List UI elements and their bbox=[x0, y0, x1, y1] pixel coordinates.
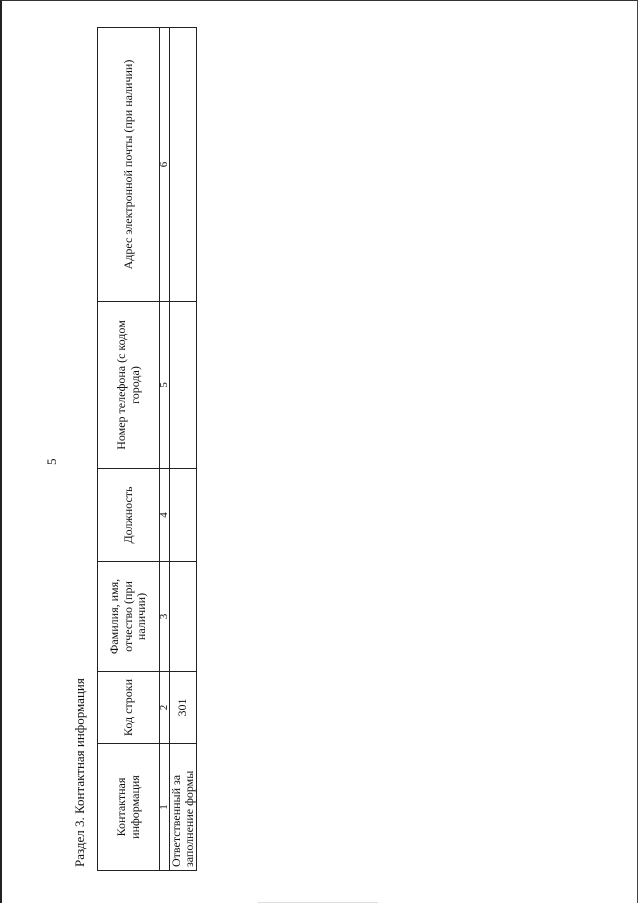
page-number: 5 bbox=[44, 458, 59, 465]
header-full-name: Фамилия, имя, отчество (при наличии) bbox=[98, 562, 160, 672]
column-number: 5 bbox=[160, 302, 170, 469]
column-number: 6 bbox=[160, 28, 170, 302]
table-row bbox=[170, 28, 197, 871]
column-number-row bbox=[160, 28, 170, 871]
section-title: Раздел 3. Контактная информация bbox=[72, 678, 87, 867]
header-contact-info: Контактная информация bbox=[98, 744, 160, 871]
header-email: Адрес электронной почты (при наличии) bbox=[98, 28, 160, 302]
email-cell bbox=[170, 28, 197, 302]
column-number: 3 bbox=[160, 562, 170, 672]
header-position: Должность bbox=[98, 469, 160, 562]
column-number: 2 bbox=[160, 672, 170, 744]
row-label: Ответственный за заполнение формы bbox=[170, 744, 197, 871]
column-number: 1 bbox=[160, 744, 170, 871]
header-row bbox=[98, 28, 160, 871]
header-row-code: Код строки bbox=[98, 672, 160, 744]
full-name-cell bbox=[170, 562, 197, 672]
row-code: 301 bbox=[170, 672, 197, 744]
contact-info-table bbox=[97, 27, 197, 871]
phone-cell bbox=[170, 302, 197, 469]
header-phone: Номер телефона (с кодом города) bbox=[98, 302, 160, 469]
column-number: 4 bbox=[160, 469, 170, 562]
position-cell bbox=[170, 469, 197, 562]
